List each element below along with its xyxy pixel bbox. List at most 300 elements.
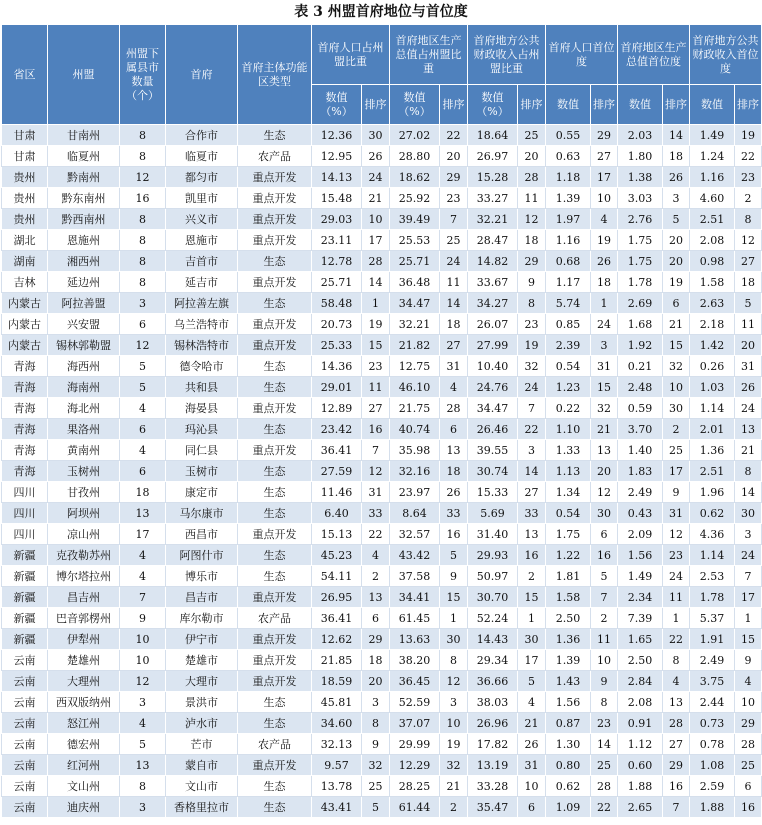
- cell-fiscal-primacy-value: 4.36: [690, 524, 735, 545]
- cell-pop-primacy-rank: 15: [591, 377, 618, 398]
- cell-gdp-share-rank: 30: [440, 629, 468, 650]
- cell-province: 内蒙古: [2, 293, 48, 314]
- cell-fiscal-primacy-value: 2.49: [690, 650, 735, 671]
- cell-fiscal-primacy-rank: 1: [735, 608, 762, 629]
- cell-gdp-primacy-value: 7.39: [618, 608, 663, 629]
- cell-fiscal-share-value: 52.24: [468, 608, 518, 629]
- cell-fiscal-primacy-value: 1.03: [690, 377, 735, 398]
- cell-pop-primacy-rank: 22: [591, 797, 618, 818]
- cell-province: 新疆: [2, 629, 48, 650]
- cell-fiscal-primacy-value: 0.26: [690, 356, 735, 377]
- cell-pop-share-value: 12.62: [312, 629, 362, 650]
- cell-fiscal-primacy-rank: 7: [735, 566, 762, 587]
- cell-pop-primacy-rank: 14: [591, 734, 618, 755]
- cell-league: 恩施州: [48, 230, 120, 251]
- cell-county-count: 10: [120, 629, 166, 650]
- cell-fiscal-share-rank: 5: [518, 671, 546, 692]
- table-row: [2, 209, 762, 230]
- cell-pop-share-rank: 26: [362, 146, 390, 167]
- table-row: [2, 251, 762, 272]
- cell-capital: 共和县: [166, 377, 238, 398]
- cell-pop-share-value: 27.59: [312, 461, 362, 482]
- cell-capital: 凯里市: [166, 188, 238, 209]
- cell-county-count: 13: [120, 503, 166, 524]
- table-row: [2, 503, 762, 524]
- cell-fiscal-primacy-rank: 29: [735, 713, 762, 734]
- cell-pop-share-value: 18.59: [312, 671, 362, 692]
- cell-pop-share-rank: 14: [362, 272, 390, 293]
- cell-fiscal-primacy-rank: 27: [735, 251, 762, 272]
- cell-capital: 文山市: [166, 776, 238, 797]
- cell-county-count: 4: [120, 713, 166, 734]
- cell-gdp-share-value: 28.25: [390, 776, 440, 797]
- cell-pop-primacy-rank: 30: [591, 503, 618, 524]
- cell-pop-share-value: 20.73: [312, 314, 362, 335]
- cell-fiscal-share-rank: 15: [518, 587, 546, 608]
- cell-league: 德宏州: [48, 734, 120, 755]
- col-header-league: 州盟: [48, 25, 120, 125]
- cell-gdp-share-rank: 8: [440, 650, 468, 671]
- cell-county-count: 8: [120, 230, 166, 251]
- cell-pop-share-rank: 1: [362, 293, 390, 314]
- cell-county-count: 8: [120, 776, 166, 797]
- cell-capital: 伊宁市: [166, 629, 238, 650]
- cell-county-count: 3: [120, 692, 166, 713]
- cell-league: 怒江州: [48, 713, 120, 734]
- cell-pop-primacy-rank: 29: [591, 125, 618, 146]
- cell-pop-primacy-value: 1.22: [546, 545, 591, 566]
- cell-pop-primacy-value: 0.63: [546, 146, 591, 167]
- cell-pop-share-value: 23.42: [312, 419, 362, 440]
- cell-pop-primacy-value: 0.22: [546, 398, 591, 419]
- cell-pop-primacy-rank: 10: [591, 650, 618, 671]
- cell-county-count: 5: [120, 356, 166, 377]
- cell-pop-share-rank: 31: [362, 482, 390, 503]
- subheader-rank: 排序: [591, 85, 618, 125]
- cell-gdp-share-rank: 4: [440, 377, 468, 398]
- table-row: [2, 440, 762, 461]
- cell-county-count: 18: [120, 482, 166, 503]
- cell-gdp-share-value: 37.58: [390, 566, 440, 587]
- cell-province: 青海: [2, 377, 48, 398]
- cell-county-count: 7: [120, 587, 166, 608]
- cell-pop-share-rank: 15: [362, 335, 390, 356]
- cell-league: 阿坝州: [48, 503, 120, 524]
- cell-province: 湖北: [2, 230, 48, 251]
- cell-gdp-primacy-value: 2.65: [618, 797, 663, 818]
- cell-pop-share-value: 21.85: [312, 650, 362, 671]
- cell-league: 克孜勒苏州: [48, 545, 120, 566]
- cell-fiscal-share-value: 28.47: [468, 230, 518, 251]
- cell-capital: 恩施市: [166, 230, 238, 251]
- cell-pop-primacy-value: 1.09: [546, 797, 591, 818]
- cell-capital: 阿图什市: [166, 545, 238, 566]
- table-row: [2, 545, 762, 566]
- cell-fiscal-share-rank: 20: [518, 146, 546, 167]
- cell-gdp-share-value: 46.10: [390, 377, 440, 398]
- cell-pop-primacy-value: 1.39: [546, 188, 591, 209]
- cell-fiscal-primacy-rank: 17: [735, 587, 762, 608]
- cell-fiscal-share-rank: 1: [518, 608, 546, 629]
- cell-fiscal-share-rank: 29: [518, 251, 546, 272]
- col-header-capital: 首府: [166, 25, 238, 125]
- cell-gdp-share-rank: 32: [440, 755, 468, 776]
- cell-gdp-primacy-value: 2.50: [618, 650, 663, 671]
- cell-gdp-share-value: 43.42: [390, 545, 440, 566]
- cell-pop-primacy-value: 1.18: [546, 167, 591, 188]
- cell-capital: 康定市: [166, 482, 238, 503]
- cell-league: 博尔塔拉州: [48, 566, 120, 587]
- cell-gdp-share-value: 40.74: [390, 419, 440, 440]
- cell-gdp-primacy-rank: 20: [663, 251, 690, 272]
- cell-capital: 库尔勒市: [166, 608, 238, 629]
- cell-fiscal-primacy-value: 2.18: [690, 314, 735, 335]
- cell-zone-type: 重点开发: [238, 629, 312, 650]
- cell-fiscal-share-value: 32.21: [468, 209, 518, 230]
- cell-fiscal-share-value: 36.66: [468, 671, 518, 692]
- cell-gdp-share-rank: 26: [440, 482, 468, 503]
- cell-fiscal-primacy-value: 1.49: [690, 125, 735, 146]
- cell-fiscal-primacy-rank: 21: [735, 440, 762, 461]
- cell-zone-type: 生态: [238, 545, 312, 566]
- cell-fiscal-share-value: 50.97: [468, 566, 518, 587]
- cell-league: 玉树州: [48, 461, 120, 482]
- cell-gdp-share-value: 18.62: [390, 167, 440, 188]
- cell-province: 云南: [2, 776, 48, 797]
- cell-fiscal-share-rank: 24: [518, 377, 546, 398]
- cell-capital: 马尔康市: [166, 503, 238, 524]
- cell-fiscal-primacy-value: 1.16: [690, 167, 735, 188]
- cell-gdp-primacy-value: 2.76: [618, 209, 663, 230]
- cell-gdp-share-rank: 2: [440, 797, 468, 818]
- cell-gdp-primacy-value: 0.43: [618, 503, 663, 524]
- cell-zone-type: 重点开发: [238, 188, 312, 209]
- cell-league: 西双版纳州: [48, 692, 120, 713]
- cell-pop-primacy-rank: 27: [591, 146, 618, 167]
- cell-province: 内蒙古: [2, 314, 48, 335]
- cell-capital: 泸水市: [166, 713, 238, 734]
- cell-gdp-share-rank: 22: [440, 125, 468, 146]
- cell-fiscal-primacy-rank: 26: [735, 377, 762, 398]
- cell-league: 楚雄州: [48, 650, 120, 671]
- cell-gdp-primacy-rank: 5: [663, 209, 690, 230]
- cell-pop-share-value: 6.40: [312, 503, 362, 524]
- cell-fiscal-primacy-value: 1.91: [690, 629, 735, 650]
- cell-league: 甘南州: [48, 125, 120, 146]
- subheader-value-pct: 数值（%）: [390, 85, 440, 125]
- cell-gdp-share-value: 25.71: [390, 251, 440, 272]
- cell-gdp-share-value: 36.45: [390, 671, 440, 692]
- cell-fiscal-share-value: 30.74: [468, 461, 518, 482]
- cell-fiscal-primacy-value: 1.42: [690, 335, 735, 356]
- cell-zone-type: 重点开发: [238, 230, 312, 251]
- cell-gdp-share-value: 27.02: [390, 125, 440, 146]
- cell-gdp-share-value: 61.44: [390, 797, 440, 818]
- cell-county-count: 6: [120, 419, 166, 440]
- cell-gdp-primacy-value: 1.92: [618, 335, 663, 356]
- cell-pop-share-rank: 17: [362, 230, 390, 251]
- cell-gdp-primacy-value: 1.80: [618, 146, 663, 167]
- table-row: [2, 314, 762, 335]
- cell-province: 青海: [2, 461, 48, 482]
- cell-pop-share-rank: 10: [362, 209, 390, 230]
- cell-province: 贵州: [2, 167, 48, 188]
- cell-capital: 博乐市: [166, 566, 238, 587]
- cell-pop-share-rank: 2: [362, 566, 390, 587]
- cell-fiscal-share-value: 34.27: [468, 293, 518, 314]
- cell-gdp-primacy-rank: 23: [663, 545, 690, 566]
- cell-gdp-primacy-rank: 7: [663, 797, 690, 818]
- col-header-fiscal-share: 首府地方公共财政收入占州盟比重: [468, 25, 546, 85]
- cell-pop-primacy-rank: 10: [591, 188, 618, 209]
- cell-pop-primacy-rank: 16: [591, 545, 618, 566]
- cell-gdp-primacy-rank: 4: [663, 671, 690, 692]
- cell-fiscal-share-value: 34.47: [468, 398, 518, 419]
- cell-county-count: 17: [120, 524, 166, 545]
- cell-pop-share-value: 25.33: [312, 335, 362, 356]
- cell-pop-share-value: 29.01: [312, 377, 362, 398]
- cell-gdp-share-rank: 33: [440, 503, 468, 524]
- cell-zone-type: 生态: [238, 125, 312, 146]
- cell-county-count: 10: [120, 650, 166, 671]
- cell-pop-share-rank: 9: [362, 734, 390, 755]
- cell-pop-primacy-rank: 21: [591, 419, 618, 440]
- col-header-zone: 首府主体功能区类型: [238, 25, 312, 125]
- cell-pop-primacy-rank: 13: [591, 440, 618, 461]
- cell-gdp-primacy-value: 2.09: [618, 524, 663, 545]
- cell-gdp-primacy-rank: 21: [663, 314, 690, 335]
- cell-pop-primacy-rank: 5: [591, 566, 618, 587]
- cell-fiscal-share-value: 26.96: [468, 713, 518, 734]
- cell-zone-type: 生态: [238, 377, 312, 398]
- cell-pop-primacy-rank: 31: [591, 356, 618, 377]
- cell-gdp-share-value: 32.21: [390, 314, 440, 335]
- cell-league: 海西州: [48, 356, 120, 377]
- cell-pop-primacy-rank: 24: [591, 314, 618, 335]
- cell-pop-share-value: 14.13: [312, 167, 362, 188]
- cell-gdp-primacy-value: 2.69: [618, 293, 663, 314]
- cell-pop-share-value: 23.11: [312, 230, 362, 251]
- table-row: [2, 608, 762, 629]
- subheader-rank: 排序: [518, 85, 546, 125]
- col-header-fiscal-primacy: 首府地方公共财政收入首位度: [690, 25, 762, 85]
- cell-pop-share-rank: 27: [362, 398, 390, 419]
- cell-pop-share-rank: 30: [362, 125, 390, 146]
- cell-league: 文山州: [48, 776, 120, 797]
- cell-fiscal-primacy-value: 1.88: [690, 797, 735, 818]
- cell-fiscal-primacy-rank: 24: [735, 398, 762, 419]
- cell-pop-primacy-rank: 9: [591, 671, 618, 692]
- cell-pop-primacy-value: 1.39: [546, 650, 591, 671]
- cell-fiscal-primacy-rank: 3: [735, 524, 762, 545]
- cell-fiscal-share-rank: 17: [518, 650, 546, 671]
- cell-zone-type: 生态: [238, 503, 312, 524]
- subheader-value: 数值: [546, 85, 591, 125]
- table-row: [2, 650, 762, 671]
- cell-capital: 楚雄市: [166, 650, 238, 671]
- table-row: [2, 692, 762, 713]
- cell-fiscal-primacy-value: 1.24: [690, 146, 735, 167]
- cell-fiscal-share-value: 14.43: [468, 629, 518, 650]
- cell-pop-primacy-value: 0.85: [546, 314, 591, 335]
- cell-pop-share-value: 43.41: [312, 797, 362, 818]
- cell-gdp-share-rank: 3: [440, 692, 468, 713]
- cell-capital: 合作市: [166, 125, 238, 146]
- cell-pop-share-value: 26.95: [312, 587, 362, 608]
- table-row: [2, 188, 762, 209]
- cell-pop-primacy-rank: 6: [591, 524, 618, 545]
- cell-county-count: 8: [120, 209, 166, 230]
- cell-fiscal-primacy-rank: 8: [735, 209, 762, 230]
- cell-gdp-share-rank: 16: [440, 524, 468, 545]
- cell-fiscal-primacy-value: 1.14: [690, 545, 735, 566]
- cell-fiscal-primacy-rank: 10: [735, 692, 762, 713]
- cell-league: 黔南州: [48, 167, 120, 188]
- table-title: 表 3 州盟首府地位与首位度: [294, 4, 468, 20]
- cell-gdp-share-rank: 11: [440, 272, 468, 293]
- table-row: [2, 482, 762, 503]
- cell-pop-primacy-value: 1.23: [546, 377, 591, 398]
- cell-fiscal-share-value: 24.76: [468, 377, 518, 398]
- cell-fiscal-share-rank: 26: [518, 734, 546, 755]
- cell-fiscal-share-value: 5.69: [468, 503, 518, 524]
- cell-pop-primacy-value: 0.80: [546, 755, 591, 776]
- cell-fiscal-primacy-rank: 12: [735, 230, 762, 251]
- cell-province: 湖南: [2, 251, 48, 272]
- cell-pop-share-value: 12.89: [312, 398, 362, 419]
- cell-fiscal-share-rank: 22: [518, 419, 546, 440]
- cell-pop-share-value: 12.78: [312, 251, 362, 272]
- cell-pop-primacy-value: 1.10: [546, 419, 591, 440]
- cell-zone-type: 农产品: [238, 608, 312, 629]
- cell-province: 新疆: [2, 587, 48, 608]
- table-row: [2, 587, 762, 608]
- cell-county-count: 8: [120, 125, 166, 146]
- cell-fiscal-share-value: 33.27: [468, 188, 518, 209]
- cell-pop-primacy-rank: 3: [591, 335, 618, 356]
- cell-fiscal-primacy-value: 1.96: [690, 482, 735, 503]
- cell-province: 青海: [2, 440, 48, 461]
- cell-league: 阿拉善盟: [48, 293, 120, 314]
- cell-pop-share-rank: 29: [362, 629, 390, 650]
- cell-fiscal-share-rank: 2: [518, 566, 546, 587]
- cell-province: 云南: [2, 671, 48, 692]
- cell-pop-share-rank: 4: [362, 545, 390, 566]
- cell-pop-share-value: 36.41: [312, 608, 362, 629]
- cell-gdp-share-value: 12.29: [390, 755, 440, 776]
- cell-pop-share-rank: 11: [362, 377, 390, 398]
- cell-province: 云南: [2, 713, 48, 734]
- cell-pop-share-rank: 24: [362, 167, 390, 188]
- cell-fiscal-share-value: 15.28: [468, 167, 518, 188]
- cell-gdp-primacy-rank: 6: [663, 293, 690, 314]
- cell-gdp-share-value: 32.57: [390, 524, 440, 545]
- cell-gdp-primacy-rank: 2: [663, 419, 690, 440]
- subheader-rank: 排序: [663, 85, 690, 125]
- cell-pop-share-rank: 25: [362, 776, 390, 797]
- cell-capital: 香格里拉市: [166, 797, 238, 818]
- cell-province: 甘肃: [2, 125, 48, 146]
- table-row: [2, 629, 762, 650]
- cell-pop-share-rank: 22: [362, 524, 390, 545]
- cell-county-count: 6: [120, 461, 166, 482]
- cell-province: 云南: [2, 692, 48, 713]
- cell-gdp-primacy-value: 1.75: [618, 251, 663, 272]
- primacy-table: [1, 24, 762, 818]
- cell-fiscal-primacy-rank: 19: [735, 125, 762, 146]
- cell-province: 青海: [2, 398, 48, 419]
- cell-gdp-primacy-value: 2.34: [618, 587, 663, 608]
- cell-gdp-share-value: 39.49: [390, 209, 440, 230]
- cell-fiscal-primacy-rank: 28: [735, 734, 762, 755]
- cell-gdp-primacy-value: 0.91: [618, 713, 663, 734]
- cell-gdp-share-rank: 7: [440, 209, 468, 230]
- cell-pop-share-value: 32.13: [312, 734, 362, 755]
- table-body: [2, 125, 762, 818]
- table-row: [2, 419, 762, 440]
- table-row: [2, 230, 762, 251]
- cell-pop-primacy-value: 0.55: [546, 125, 591, 146]
- cell-fiscal-share-rank: 11: [518, 188, 546, 209]
- cell-zone-type: 重点开发: [238, 167, 312, 188]
- cell-pop-share-value: 9.57: [312, 755, 362, 776]
- cell-gdp-share-value: 25.53: [390, 230, 440, 251]
- cell-county-count: 12: [120, 671, 166, 692]
- cell-gdp-share-value: 21.82: [390, 335, 440, 356]
- table-row: [2, 272, 762, 293]
- cell-county-count: 8: [120, 251, 166, 272]
- cell-province: 贵州: [2, 188, 48, 209]
- cell-gdp-share-value: 12.75: [390, 356, 440, 377]
- cell-gdp-primacy-value: 1.65: [618, 629, 663, 650]
- cell-league: 黄南州: [48, 440, 120, 461]
- cell-fiscal-primacy-value: 1.36: [690, 440, 735, 461]
- cell-fiscal-primacy-value: 2.53: [690, 566, 735, 587]
- cell-pop-share-value: 14.36: [312, 356, 362, 377]
- cell-province: 云南: [2, 755, 48, 776]
- cell-gdp-primacy-rank: 8: [663, 650, 690, 671]
- cell-gdp-primacy-rank: 1: [663, 608, 690, 629]
- cell-fiscal-primacy-value: 0.62: [690, 503, 735, 524]
- cell-fiscal-share-value: 38.03: [468, 692, 518, 713]
- cell-fiscal-primacy-value: 1.14: [690, 398, 735, 419]
- cell-capital: 临夏市: [166, 146, 238, 167]
- cell-fiscal-share-rank: 13: [518, 524, 546, 545]
- cell-zone-type: 农产品: [238, 146, 312, 167]
- cell-capital: 景洪市: [166, 692, 238, 713]
- cell-zone-type: 重点开发: [238, 524, 312, 545]
- cell-fiscal-primacy-rank: 24: [735, 545, 762, 566]
- cell-pop-primacy-value: 1.56: [546, 692, 591, 713]
- cell-fiscal-share-value: 29.34: [468, 650, 518, 671]
- cell-gdp-primacy-value: 2.49: [618, 482, 663, 503]
- cell-fiscal-share-rank: 14: [518, 461, 546, 482]
- cell-province: 甘肃: [2, 146, 48, 167]
- table-row: [2, 755, 762, 776]
- cell-gdp-primacy-value: 1.49: [618, 566, 663, 587]
- cell-gdp-share-value: 36.48: [390, 272, 440, 293]
- cell-gdp-share-rank: 9: [440, 566, 468, 587]
- cell-gdp-share-value: 35.98: [390, 440, 440, 461]
- cell-fiscal-share-rank: 6: [518, 797, 546, 818]
- cell-gdp-primacy-rank: 10: [663, 377, 690, 398]
- cell-pop-share-value: 29.03: [312, 209, 362, 230]
- cell-county-count: 3: [120, 797, 166, 818]
- cell-fiscal-share-value: 39.55: [468, 440, 518, 461]
- cell-fiscal-share-value: 29.93: [468, 545, 518, 566]
- cell-gdp-share-rank: 19: [440, 734, 468, 755]
- cell-fiscal-share-rank: 19: [518, 335, 546, 356]
